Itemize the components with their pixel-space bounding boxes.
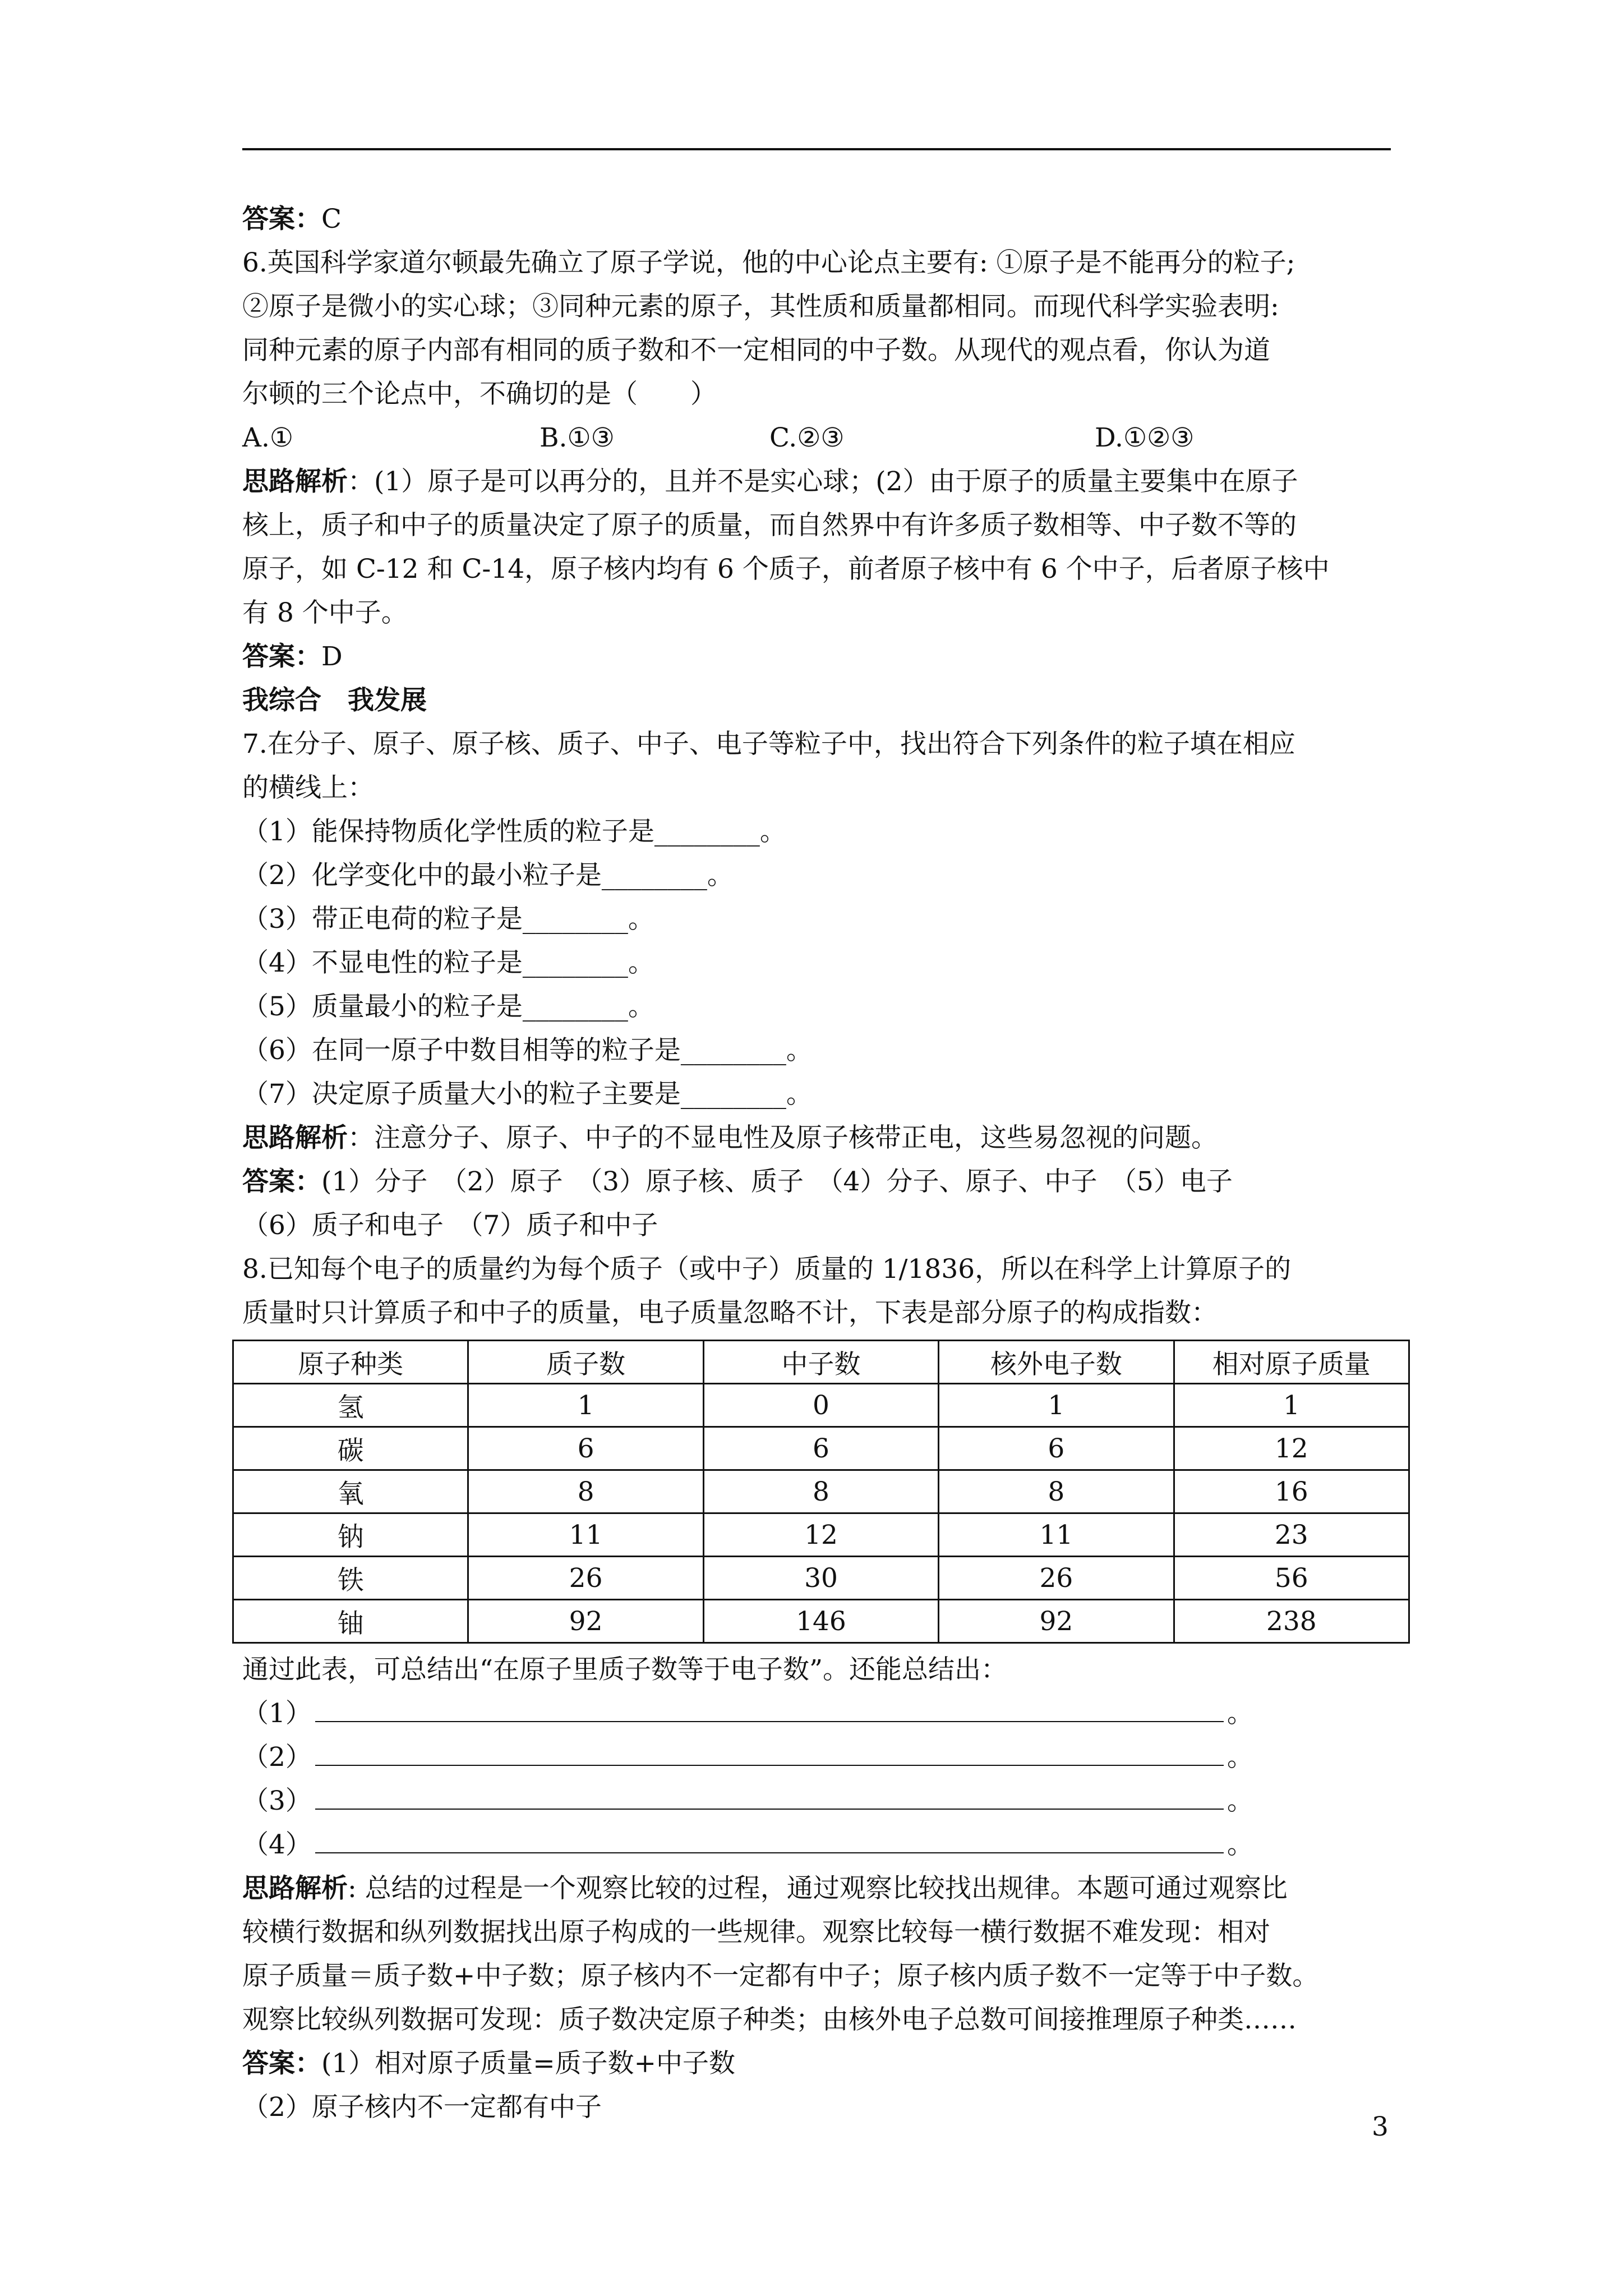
line-text: 同种元素的原子内部有相同的质子数和不一定相同的中子数。从现代的观点看，你认为道 — [242, 335, 1270, 366]
text-line — [242, 1073, 1409, 1116]
line-text: 原子质量＝质子数+中子数；原子核内不一定都有中子；原子核内质子数不一定等于中子数。 — [242, 1961, 1319, 1991]
table-cell: 氧 — [233, 1470, 468, 1513]
table-cell: 6 — [939, 1427, 1174, 1470]
line-text: 较横行数据和纵列数据找出原子构成的一些规律。观察比较每一横行数据不难发现：相对 — [242, 1917, 1270, 1948]
text-line — [242, 1998, 1409, 2042]
table-cell: 16 — [1174, 1470, 1409, 1513]
blank-number: （2） — [242, 1742, 312, 1773]
table-cell: 6 — [703, 1427, 938, 1470]
table-cell: 6 — [468, 1427, 703, 1470]
line-text: （6）质子和电子 （7）质子和中子 — [242, 1210, 658, 1241]
table-cell: 92 — [468, 1600, 703, 1643]
line-text: 质量时只计算质子和中子的质量，电子质量忽略不计，下表是部分原子的构成指数： — [242, 1297, 1218, 1328]
line-text: 的横线上： — [242, 772, 374, 803]
answer-blank[interactable] — [315, 1699, 1224, 1722]
text-line — [242, 2042, 1409, 2086]
table-cell: 8 — [939, 1470, 1174, 1513]
text-line — [242, 591, 1409, 635]
text-line — [242, 241, 1409, 285]
text-line — [242, 285, 1409, 329]
table-header: 核外电子数 — [939, 1341, 1174, 1384]
line-text: （2）原子核内不一定都有中子 — [242, 2092, 602, 2123]
text-line — [242, 1867, 1409, 1911]
line-text: 8.已知每个电子的质量约为每个质子（或中子）质量的 1/1836，所以在科学上计算原子的 — [242, 1254, 1292, 1285]
atom-table — [232, 1340, 1410, 1644]
table-row — [233, 1600, 1409, 1643]
line-text: （3）带正电荷的粒子是________。 — [242, 904, 654, 935]
table-row — [233, 1384, 1409, 1427]
table-header-row — [233, 1341, 1409, 1384]
table-cell: 0 — [703, 1384, 938, 1427]
table-header: 质子数 — [468, 1341, 703, 1384]
line-label: 答案： — [242, 1166, 321, 1197]
line-text: （4）不显电性的粒子是________。 — [242, 947, 654, 978]
line-text: 观察比较纵列数据可发现：质子数决定原子种类；由核外电子总数可间接推理原子种类…… — [242, 2004, 1297, 2035]
line-label: 答案： — [242, 2048, 321, 2079]
table-cell: 氢 — [233, 1384, 468, 1427]
table-cell: 23 — [1174, 1513, 1409, 1557]
table-cell: 12 — [1174, 1427, 1409, 1470]
text-line — [242, 1029, 1409, 1073]
text-line — [242, 679, 1409, 723]
text-line — [242, 766, 1409, 810]
text-line — [242, 898, 1409, 941]
table-row — [233, 1427, 1409, 1470]
blank-number: （3） — [242, 1786, 312, 1816]
text-line — [242, 504, 1409, 547]
table-header: 相对原子质量 — [1174, 1341, 1409, 1384]
choices-q6 — [242, 416, 1409, 460]
line-text: ②原子是微小的实心球；③同种元素的原子，其性质和质量都相同。而现代科学实验表明: — [242, 291, 1279, 322]
section-q8-analysis — [242, 1867, 1409, 2129]
section-q7 — [242, 460, 1409, 1335]
text-line — [242, 547, 1409, 591]
text-line — [242, 460, 1409, 504]
text-line — [242, 1160, 1409, 1204]
line-text: (1）相对原子质量=质子数+中子数 — [321, 2048, 736, 2079]
text-line — [242, 854, 1409, 898]
line-text: : 总结的过程是一个观察比较的过程，通过观察比较找出规律。本题可通过观察比 — [348, 1873, 1288, 1904]
text-line — [242, 1291, 1409, 1335]
line-text: （1）能保持物质化学性质的粒子是________。 — [242, 816, 786, 847]
blank-line — [242, 1779, 1409, 1823]
blank-number: （4） — [242, 1829, 312, 1860]
line-text: （7）决定原子质量大小的粒子主要是________。 — [242, 1079, 813, 1110]
text-line — [242, 1116, 1409, 1160]
line-label: 思路解析 — [242, 466, 348, 497]
text-line — [242, 723, 1409, 766]
table-cell: 26 — [468, 1557, 703, 1600]
blank-end: 。 — [1227, 1829, 1253, 1860]
table-header: 原子种类 — [233, 1341, 468, 1384]
line-label: 答案： — [242, 204, 321, 234]
line-text: 尔顿的三个论点中，不确切的是（ ） — [242, 379, 717, 409]
choice-a: A.① — [242, 422, 294, 453]
table-cell: 146 — [703, 1600, 938, 1643]
section-q6 — [242, 197, 1409, 416]
page-content — [242, 197, 1409, 2129]
header-rule — [242, 148, 1391, 150]
text-line — [242, 1204, 1409, 1248]
text-line — [242, 1248, 1409, 1291]
line-text: （5）质量最小的粒子是________。 — [242, 991, 654, 1022]
after-table-text: 通过此表，可总结出“在原子里质子数等于电子数”。还能总结出： — [242, 1654, 1008, 1685]
line-text: 核上，质子和中子的质量决定了原子的质量，而自然界中有许多质子数相等、中子数不等的 — [242, 510, 1297, 541]
table-cell: 26 — [939, 1557, 1174, 1600]
answer-blank[interactable] — [315, 1830, 1224, 1853]
text-line — [242, 810, 1409, 854]
answer-blank[interactable] — [315, 1786, 1224, 1810]
table-cell: 1 — [468, 1384, 703, 1427]
choice-c: C.②③ — [769, 422, 845, 453]
blank-lines-q8 — [242, 1692, 1409, 1867]
table-cell: 238 — [1174, 1600, 1409, 1643]
text-line — [242, 985, 1409, 1029]
line-text: (1）分子 （2）原子 （3）原子核、质子 （4）分子、原子、中子 （5）电子 — [321, 1166, 1233, 1197]
line-text: D — [321, 641, 343, 672]
line-text: 7.在分子、原子、原子核、质子、中子、电子等粒子中，找出符合下列条件的粒子填在相应 — [242, 729, 1295, 760]
line-label: 思路解析 — [242, 1122, 348, 1153]
table-row — [233, 1557, 1409, 1600]
blank-line — [242, 1736, 1409, 1779]
table-cell: 钠 — [233, 1513, 468, 1557]
table-cell: 1 — [1174, 1384, 1409, 1427]
answer-blank[interactable] — [315, 1742, 1224, 1766]
line-text: （2）化学变化中的最小粒子是________。 — [242, 860, 734, 891]
line-label: 思路解析 — [242, 1873, 348, 1904]
table-cell: 92 — [939, 1600, 1174, 1643]
table-cell: 56 — [1174, 1557, 1409, 1600]
table-cell: 11 — [939, 1513, 1174, 1557]
table-cell: 8 — [468, 1470, 703, 1513]
table-body — [233, 1384, 1409, 1643]
text-line — [242, 1954, 1409, 1998]
line-text: 6.英国科学家道尔顿最先确立了原子学说，他的中心论点主要有: ①原子是不能再分的粒子; — [242, 247, 1295, 278]
table-row — [233, 1470, 1409, 1513]
line-label: 我综合 我发展 — [242, 685, 427, 716]
table-cell: 30 — [703, 1557, 938, 1600]
blank-end: 。 — [1227, 1786, 1253, 1816]
table-cell: 11 — [468, 1513, 703, 1557]
blank-line — [242, 1692, 1409, 1736]
line-text: （6）在同一原子中数目相等的粒子是________。 — [242, 1035, 813, 1066]
text-line — [242, 372, 1409, 416]
text-line — [242, 197, 1409, 241]
table-cell: 碳 — [233, 1427, 468, 1470]
page-number: 3 — [1372, 2111, 1389, 2142]
line-text: ：(1）原子是可以再分的，且并不是实心球；(2）由于原子的质量主要集中在原子 — [348, 466, 1298, 497]
table-row — [233, 1513, 1409, 1557]
choice-b: B.①③ — [540, 422, 615, 453]
choice-d: D.①②③ — [1095, 422, 1195, 453]
line-text: 原子，如 C-12 和 C-14，原子核内均有 6 个质子，前者原子核中有 6 个中子，后者原子核中 — [242, 554, 1330, 585]
line-text: 有 8 个中子。 — [242, 597, 408, 628]
table-cell: 铀 — [233, 1600, 468, 1643]
table-cell: 8 — [703, 1470, 938, 1513]
text-line — [242, 329, 1409, 372]
blank-line — [242, 1823, 1409, 1867]
text-line — [242, 941, 1409, 985]
blank-end: 。 — [1227, 1742, 1253, 1773]
text-line — [242, 1911, 1409, 1954]
line-text: ：注意分子、原子、中子的不显电性及原子核带正电，这些易忽视的问题。 — [348, 1122, 1218, 1153]
line-label: 答案： — [242, 641, 321, 672]
table-header: 中子数 — [703, 1341, 938, 1384]
text-line — [242, 2086, 1409, 2129]
table-cell: 铁 — [233, 1557, 468, 1600]
table-cell: 1 — [939, 1384, 1174, 1427]
text-line — [242, 635, 1409, 679]
blank-number: （1） — [242, 1698, 312, 1729]
table-cell: 12 — [703, 1513, 938, 1557]
line-text: C — [321, 204, 342, 234]
blank-end: 。 — [1227, 1698, 1253, 1729]
